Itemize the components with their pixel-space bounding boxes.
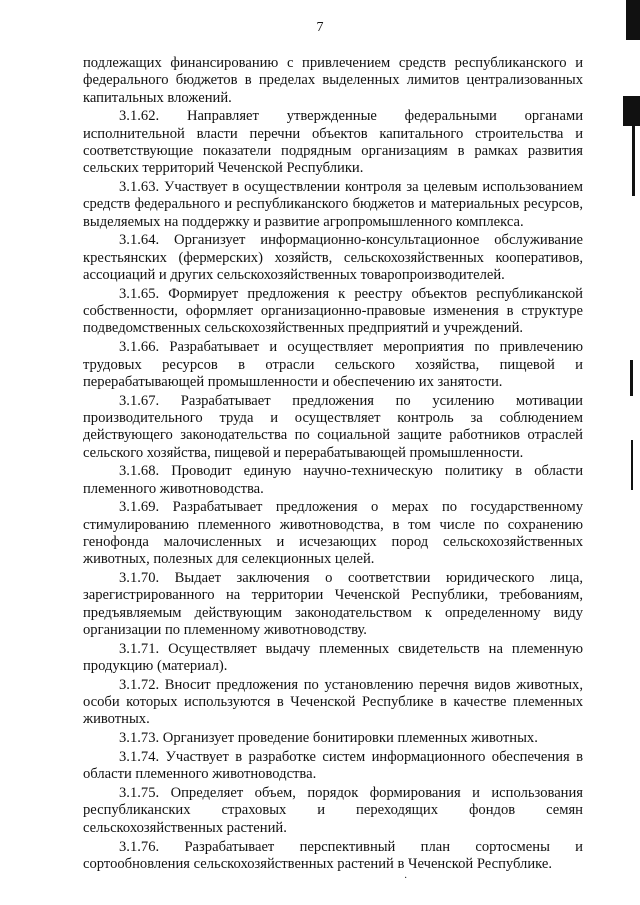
paragraph: 3.1.65. Формирует предложения к реестру объектов республиканской собственности, оформляет организационно-правовые изменения в структуре подведомственных сельскохозяйственных предприятий и учреждений. xyxy=(83,285,583,337)
paragraph: 3.1.73. Организует проведение бонитировки племенных животных. xyxy=(119,730,538,747)
paragraph: 3.1.71. Осуществляет выдачу племенных свидетельств на племенную продукцию (материал). xyxy=(83,640,583,675)
paragraph: 3.1.63. Участвует в осуществлении контроля за целевым использованием средств федерального и республиканского бюджетов и материальных ресурсов, выделяемых на поддержку и развитие агропромышленного комплекса. xyxy=(83,179,583,230)
scan-edge-mark xyxy=(631,440,633,490)
scan-edge-mark xyxy=(630,360,633,396)
document-body xyxy=(83,55,583,875)
scan-edge-mark xyxy=(623,96,640,126)
paragraph: подлежащих финансированию с привлечением средств республиканского и федерального бюджетов в пределах выделенных лимитов централизованных капитальных вложений. xyxy=(83,55,583,106)
paragraph: 3.1.74. Участвует в разработке систем информационного обеспечения в области племенного животноводства. xyxy=(83,749,583,783)
scan-edge-mark xyxy=(626,0,640,40)
paragraph: 3.1.64. Организует информационно-консультационное обслуживание крестьянских (фермерских) хозяйств, сельскохозяйственных кооперативов, ассоциаций и других сельскохозяйственных товаропроизводителей. xyxy=(83,232,583,284)
paragraph: 3.1.69. Разрабатывает предложения о мерах по государственному стимулированию племенного животноводства, в том числе по сохранению генофонда малочисленных и исчезающих пород сельскохозяйственных животных, полезных для селекционных целей. xyxy=(83,499,583,568)
paragraph: 3.1.72. Вносит предложения по установлению перечня видов животных, особи которых используются в Чеченской Республике в качестве племенных животных. xyxy=(83,676,583,728)
paragraph: 3.1.62. Направляет утвержденные федеральными органами исполнительной власти перечни объектов капитального строительства и соответствующие показатели подрядным организациям в рамках развития сельских территорий Чеченской Республики. xyxy=(83,108,583,177)
paragraph: 3.1.75. Определяет объем, порядок формирования и использования республиканских страховых и переходящих фондов семян сельскохозяйственных растений. xyxy=(83,785,583,836)
paragraph: 3.1.76. Разрабатывает перспективный план сортосмены и сортообновления сельскохозяйственных растений в Чеченской Республике. xyxy=(83,838,583,872)
paragraph: 3.1.66. Разрабатывает и осуществляет мероприятия по привлечению трудовых ресурсов в отрасли сельского хозяйства, пищевой и перерабатывающей промышленности и обеспечению их занятости. xyxy=(83,339,583,390)
scan-speck: · xyxy=(404,873,408,884)
paragraph: 3.1.68. Проводит единую научно-техническую политику в области племенного животноводства. xyxy=(83,463,583,497)
paragraph: 3.1.67. Разрабатывает предложения по усилению мотивации производительного труда и осуществляет контроль за соблюдением действующего законодательства по социальной защите работников отраслей сельского хозяйства, пищевой и перерабатывающей промышленности. xyxy=(83,392,583,461)
page-number: 7 xyxy=(316,20,324,35)
paragraph: 3.1.70. Выдает заключения о соответствии юридического лица, зарегистрированного на территории Чеченской Республики, требованиям, предъявляемым действующим законодательством к определенному виду организации по племенному животноводству. xyxy=(83,570,583,638)
scan-edge-mark xyxy=(632,126,635,196)
